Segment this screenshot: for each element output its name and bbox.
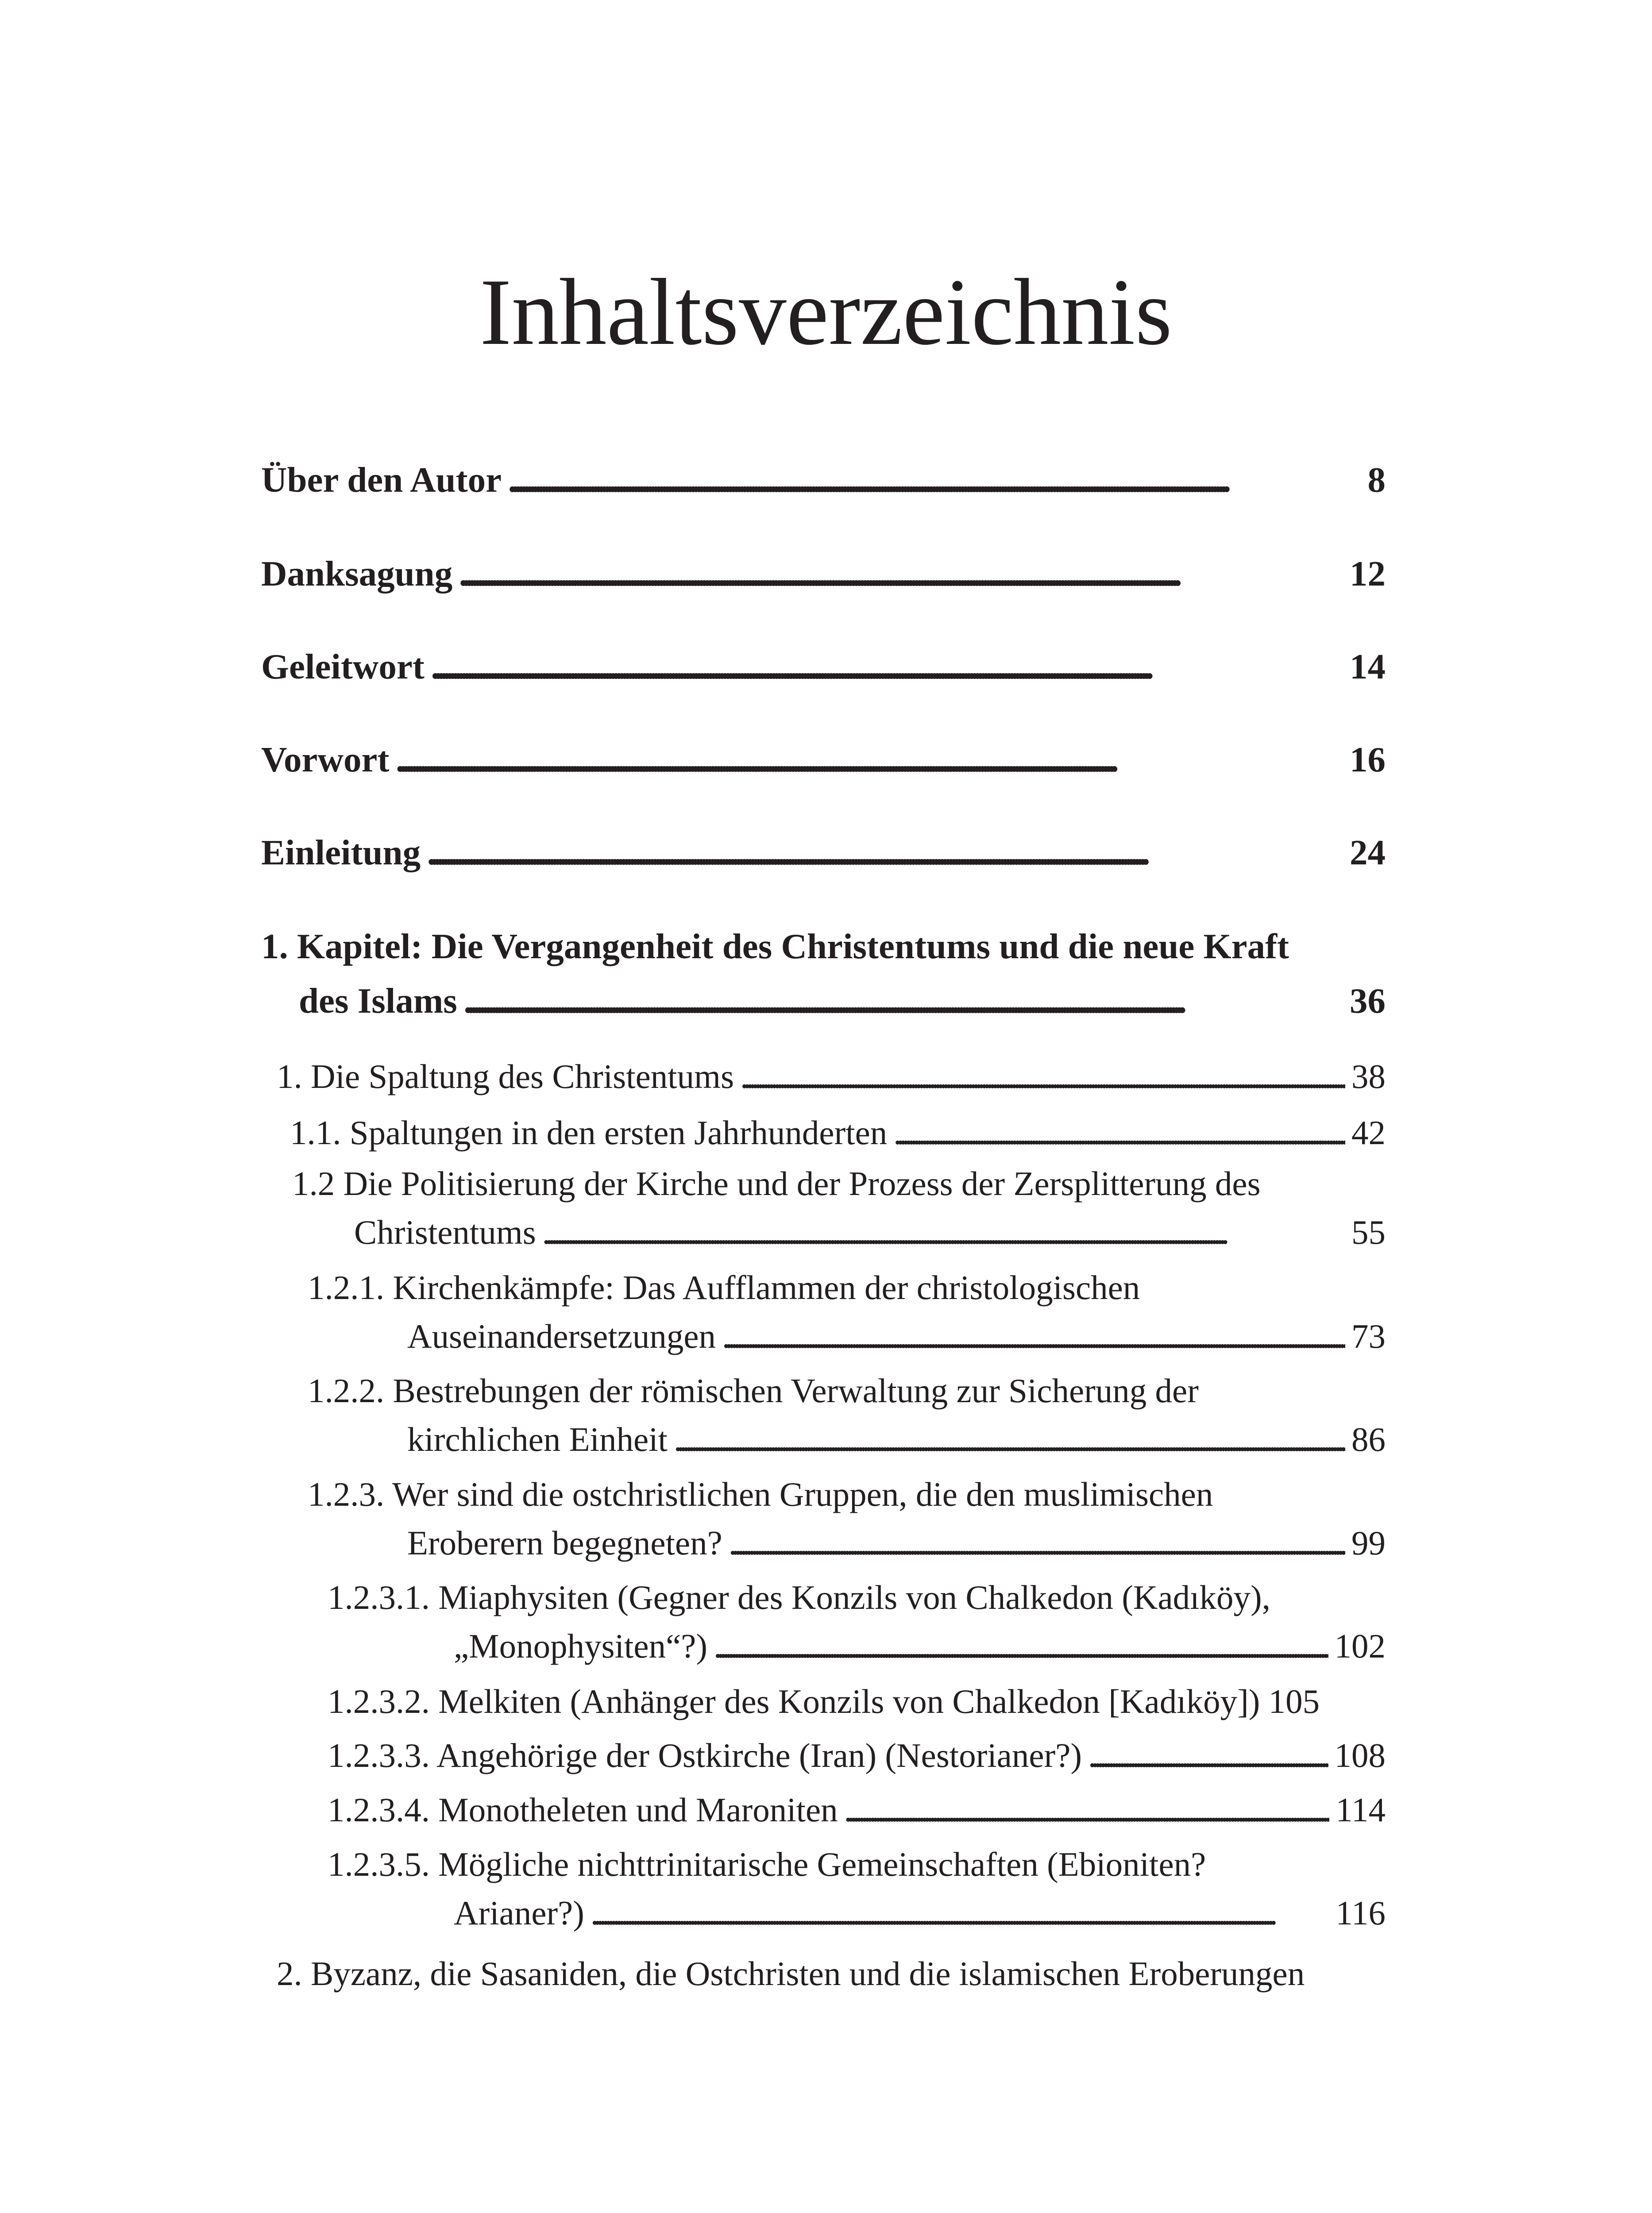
- toc-entry-1-2-1[interactable]: [407, 1317, 1386, 1356]
- toc-entry-label: 1.1. Spaltungen in den ersten Jahrhunderten: [290, 1114, 888, 1152]
- dot-leader: [591, 1893, 1330, 1933]
- toc-entry-1-2-3-3[interactable]: [328, 1736, 1386, 1775]
- toc-page-number: 105: [1268, 1682, 1320, 1720]
- toc-entry-label: Vorwort: [261, 740, 390, 779]
- toc-page-number: 102: [1334, 1627, 1386, 1665]
- dot-leader: [714, 1627, 1328, 1666]
- toc-entry-label: Eroberern begegneten?: [407, 1524, 722, 1562]
- toc-entry-label: kirchlichen Einheit: [407, 1420, 668, 1458]
- dot-leader: [542, 1213, 1346, 1252]
- toc-entry-label: Danksagung: [261, 554, 453, 594]
- toc-entry-danksagung[interactable]: [261, 553, 1386, 594]
- toc-entry-label: 1. Die Spaltung des Christentums: [277, 1057, 734, 1095]
- page-title: Inhaltsverzeichnis: [479, 259, 1173, 365]
- dot-leader: [1088, 1736, 1328, 1775]
- dot-leader: [844, 1790, 1330, 1830]
- dot-leader: [396, 739, 1343, 780]
- toc-entry-label: 1.2.3.4. Monotheleten und Maroniten: [328, 1791, 838, 1829]
- toc-entry-einleitung[interactable]: [261, 832, 1386, 873]
- toc-entry-2[interactable]: 2. Byzanz, die Sasaniden, die Ostchristen und die islamischen Eroberungen: [277, 1955, 1305, 1993]
- dot-leader: [508, 459, 1361, 501]
- toc-entry-1-2-3-2[interactable]: [328, 1682, 1386, 1721]
- toc-chapter1-line1[interactable]: 1. Kapitel: Die Vergangenheit des Christentums und die neue Kraft: [261, 926, 1289, 966]
- dot-leader: [740, 1057, 1345, 1096]
- toc-page-number: 55: [1351, 1213, 1386, 1251]
- dot-leader: [722, 1317, 1345, 1356]
- toc-entry-uber-den-autor[interactable]: [261, 459, 1386, 501]
- toc-entry-label: Geleitwort: [261, 647, 425, 686]
- toc-entry-1-2-3-1-line1[interactable]: 1.2.3.1. Miaphysiten (Gegner des Konzils von Chalkedon (Kadıköy),: [328, 1578, 1270, 1616]
- toc-entry-1[interactable]: [277, 1057, 1386, 1096]
- toc-entry-1-2[interactable]: [354, 1213, 1386, 1252]
- toc-entry-1-2-1-line1[interactable]: 1.2.1. Kirchenkämpfe: Das Aufflammen der christologischen: [308, 1268, 1140, 1307]
- toc-page-number: 38: [1351, 1057, 1386, 1095]
- dot-leader: [431, 646, 1343, 687]
- toc-entry-1-2-2[interactable]: [407, 1420, 1386, 1459]
- dot-leader: [674, 1420, 1345, 1459]
- toc-entry-label: 1.2.3.2. Melkiten (Anhänger des Konzils von Chalkedon [Kadıköy]): [328, 1682, 1260, 1720]
- toc-page-number: 99: [1351, 1524, 1386, 1562]
- toc-page-number: 114: [1335, 1791, 1386, 1829]
- toc-entry-chapter1[interactable]: [299, 980, 1386, 1022]
- dot-leader: [427, 832, 1343, 873]
- toc-page-number: 14: [1350, 647, 1386, 686]
- toc-entry-label: Christentums: [354, 1213, 536, 1251]
- toc-entry-1-2-3-5-line1[interactable]: 1.2.3.5. Mögliche nichttrinitarische Gemeinschaften (Ebioniten?: [328, 1845, 1206, 1883]
- toc-page-number: 36: [1350, 981, 1386, 1021]
- toc-entry-1-2-2-line1[interactable]: 1.2.2. Bestrebungen der römischen Verwaltung zur Sicherung der: [308, 1372, 1199, 1410]
- toc-page-number: 116: [1335, 1894, 1386, 1932]
- toc-entry-1-2-line1[interactable]: 1.2 Die Politisierung der Kirche und der Prozess der Zersplitterung des: [292, 1164, 1261, 1203]
- dot-leader: [729, 1523, 1345, 1563]
- toc-entry-label: „Monophysiten“?): [454, 1627, 708, 1665]
- dot-leader: [459, 553, 1343, 594]
- dot-leader: [463, 980, 1343, 1022]
- toc-entry-1-2-3-4[interactable]: [328, 1790, 1386, 1830]
- toc-entry-1-2-3-line1[interactable]: 1.2.3. Wer sind die ostchristlichen Gruppen, die den muslimischen: [308, 1475, 1213, 1513]
- toc-page-number: 73: [1351, 1317, 1386, 1355]
- toc-entry-vorwort[interactable]: [261, 739, 1386, 780]
- toc-page-number: 42: [1351, 1114, 1386, 1152]
- toc-entry-1-2-3[interactable]: [407, 1523, 1386, 1563]
- toc-entry-label: des Islams: [299, 981, 457, 1021]
- toc-entry-1-2-3-1[interactable]: [454, 1627, 1386, 1666]
- toc-entry-label: Auseinandersetzungen: [407, 1317, 716, 1355]
- toc-page-number: 12: [1350, 554, 1386, 594]
- toc-entry-label: Über den Autor: [261, 460, 502, 500]
- dot-leader: [893, 1113, 1345, 1153]
- toc-entry-1-1[interactable]: [290, 1113, 1386, 1153]
- toc-entry-label: Arianer?): [454, 1894, 584, 1932]
- toc-page-number: 8: [1367, 460, 1386, 500]
- toc-entry-geleitwort[interactable]: [261, 646, 1386, 687]
- toc-page-number: 86: [1351, 1420, 1386, 1458]
- toc-page-number: 16: [1350, 740, 1386, 779]
- toc-page-number: 24: [1350, 833, 1386, 872]
- toc-page-number: 108: [1334, 1736, 1386, 1774]
- toc-entry-label: Einleitung: [261, 833, 421, 872]
- toc-entry-1-2-3-5[interactable]: [454, 1893, 1386, 1933]
- toc-entry-label: 1.2.3.3. Angehörige der Ostkirche (Iran) (Nestorianer?): [328, 1736, 1082, 1774]
